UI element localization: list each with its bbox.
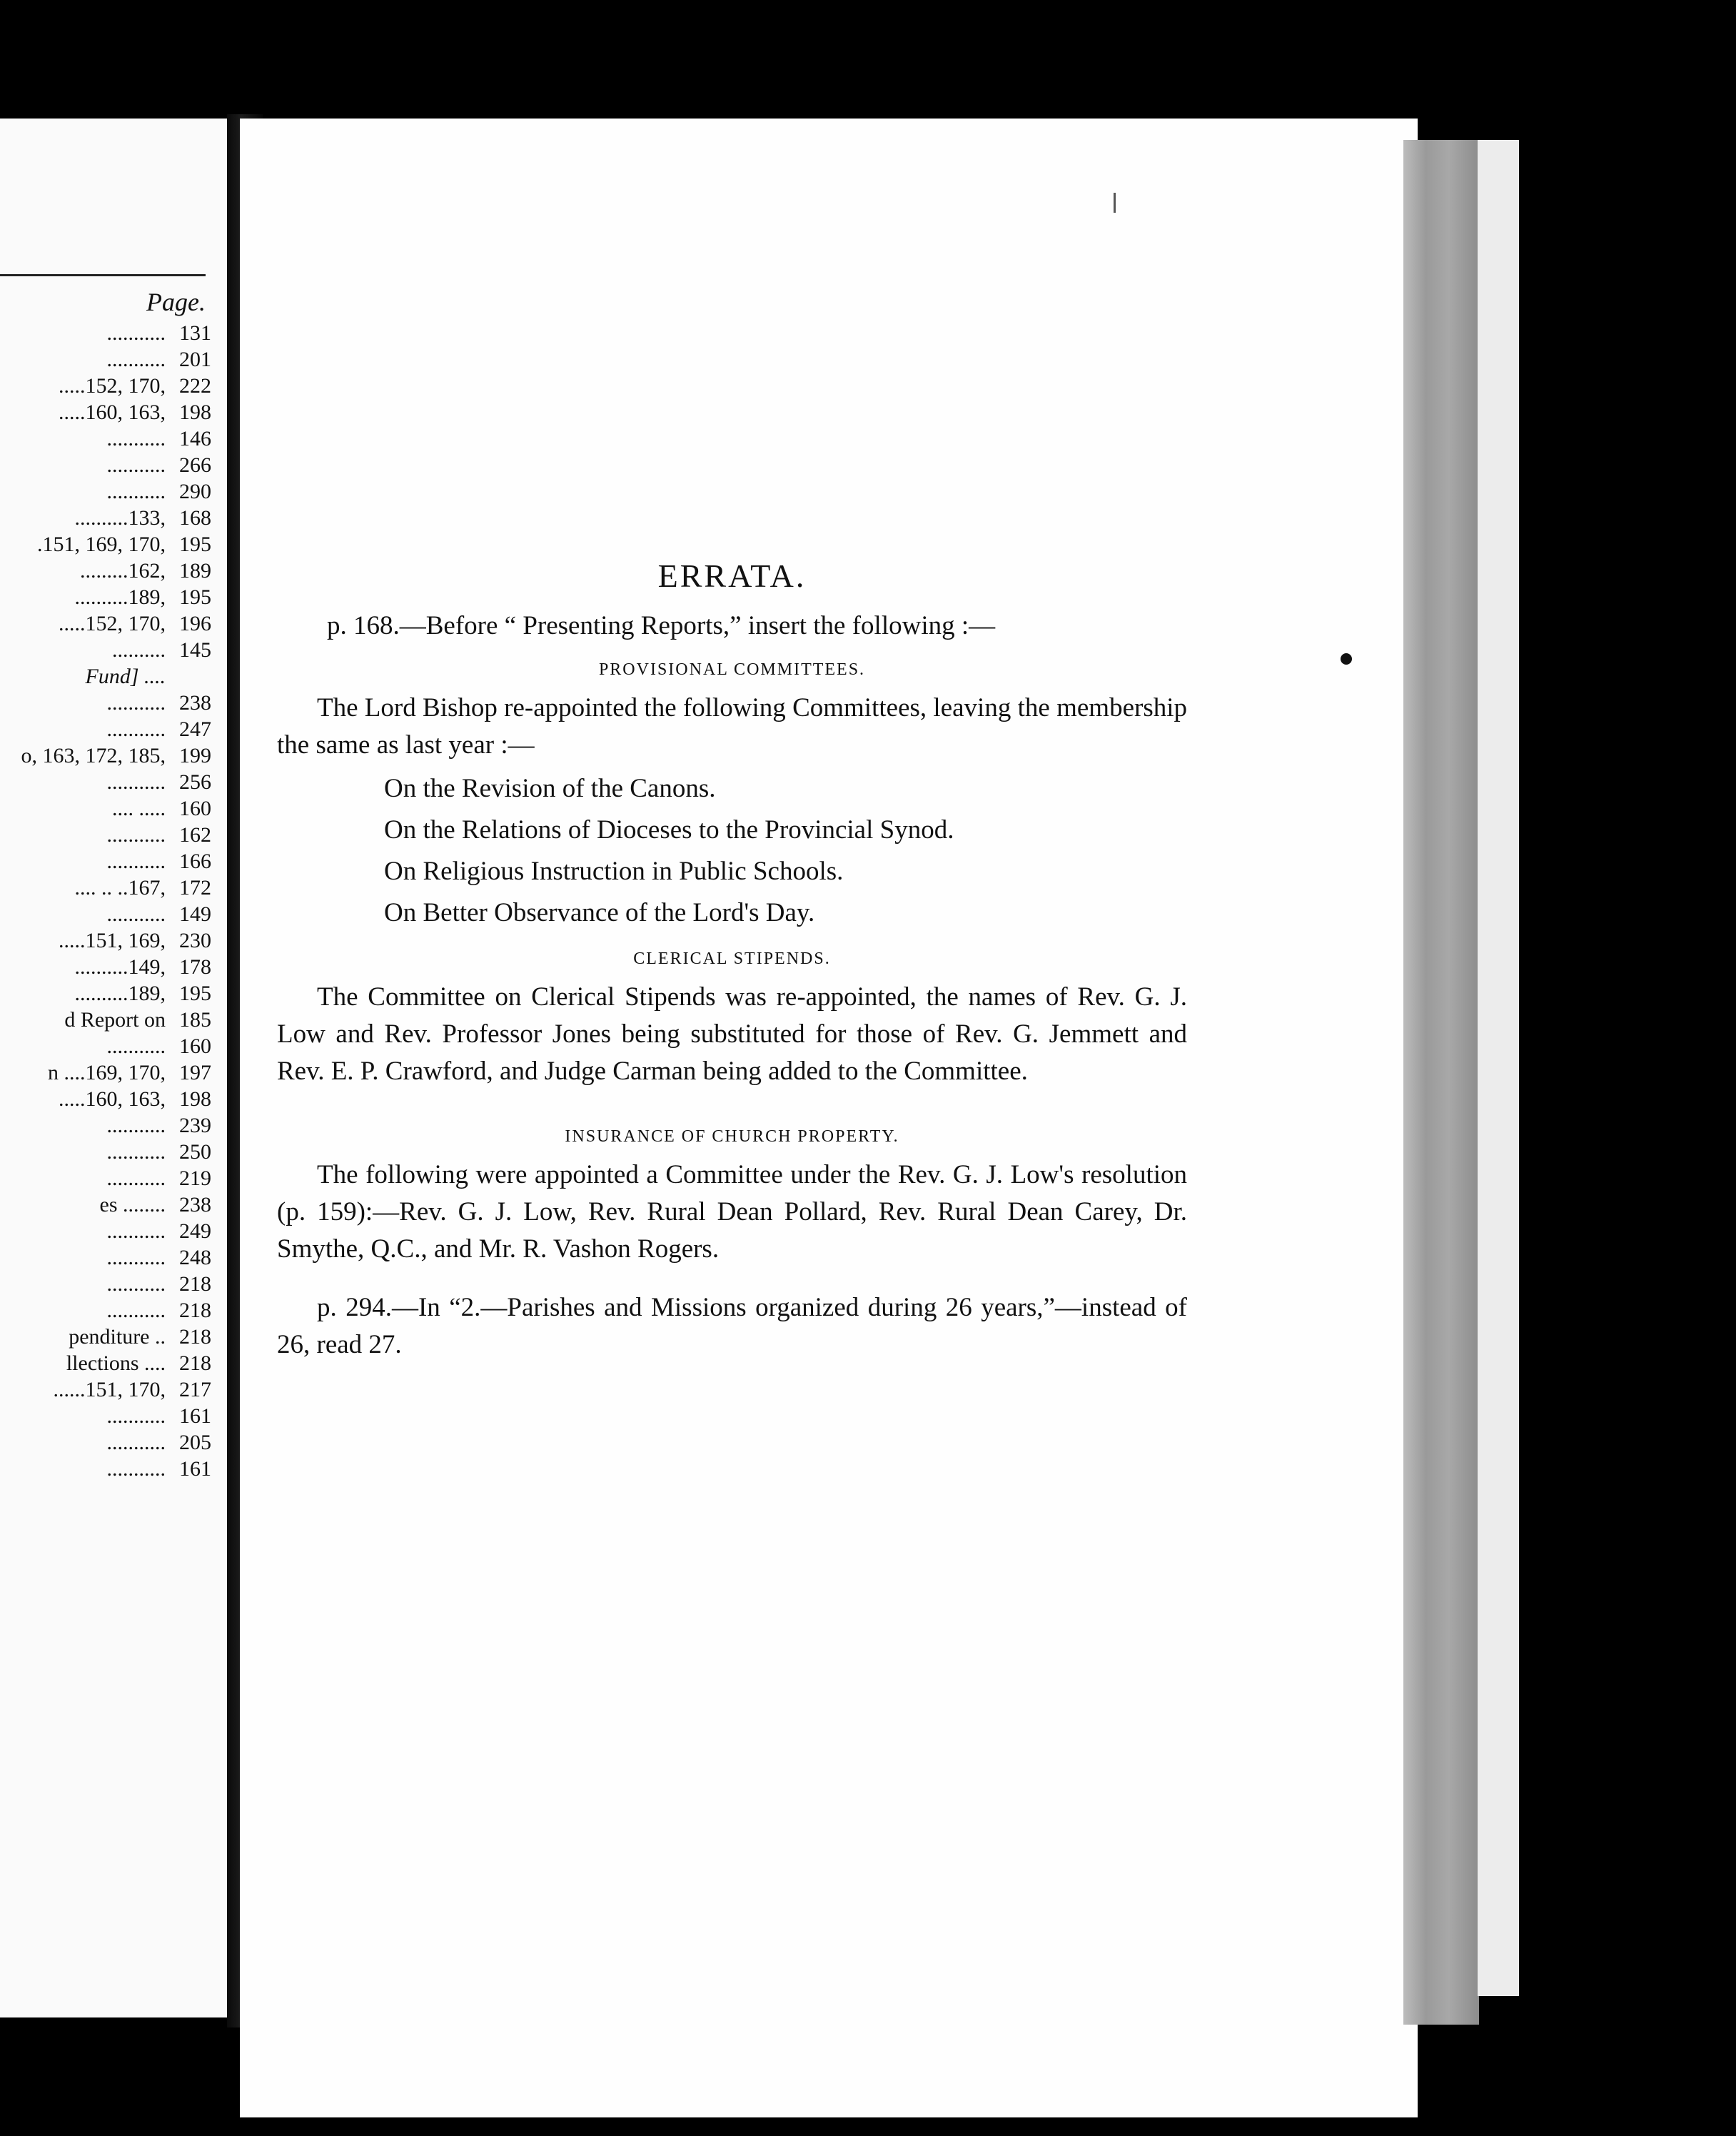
index-entry-page: 149 bbox=[179, 902, 211, 926]
index-entry-text: ........... bbox=[106, 480, 166, 503]
index-entry bbox=[0, 1297, 211, 1324]
index-entry-page: 201 bbox=[179, 348, 211, 371]
index-entry bbox=[0, 610, 211, 637]
index-entry-page: 189 bbox=[179, 559, 211, 583]
index-entry-text: ........... bbox=[106, 348, 166, 371]
index-entry-page: 162 bbox=[179, 823, 211, 847]
page-edges bbox=[1403, 140, 1479, 2025]
errata-body bbox=[277, 557, 1187, 1364]
index-entry-text: ........... bbox=[106, 1219, 166, 1243]
index-entry-page: 249 bbox=[179, 1219, 211, 1243]
list-item: On the Revision of the Canons. bbox=[384, 774, 716, 803]
index-entry bbox=[0, 1192, 211, 1218]
index-entry-page: 160 bbox=[179, 1034, 211, 1058]
index-entry bbox=[0, 1165, 211, 1192]
index-entry bbox=[0, 1324, 211, 1350]
index-entry-page: 196 bbox=[179, 612, 211, 635]
index-entry-page: 161 bbox=[179, 1404, 211, 1428]
index-entry-page: 198 bbox=[179, 400, 211, 424]
index-entry-text: ........... bbox=[106, 1404, 166, 1428]
index-entry bbox=[0, 373, 211, 399]
index-entry-text: ........... bbox=[106, 1299, 166, 1322]
index-entry-page: 161 bbox=[179, 1457, 211, 1481]
index-entry-page: 218 bbox=[179, 1272, 211, 1296]
index-entry-page: 198 bbox=[179, 1087, 211, 1111]
page-edges-light bbox=[1478, 140, 1519, 1996]
index-entry-page: 185 bbox=[179, 1008, 211, 1032]
index-entry-page: 218 bbox=[179, 1351, 211, 1375]
index-entry bbox=[0, 452, 211, 478]
section-text-insurance: The following were appointed a Committee under the Rev. G. J. Low's resolution (p. 159):—Rev. G. J. Low, Rev. Rural Dean Pollard, Rev. Rural Dean Carey, Dr. Smythe, Q.C., and Mr. R. Vashon Rogers. bbox=[277, 1160, 1187, 1264]
section-heading-stipends: CLERICAL STIPENDS. bbox=[633, 949, 831, 968]
index-entry-page: 217 bbox=[179, 1378, 211, 1401]
index-entry-text: ........... bbox=[106, 902, 166, 926]
index-entry bbox=[0, 505, 211, 531]
index-entry-text: ........... bbox=[106, 427, 166, 450]
index-entry-page: 195 bbox=[179, 533, 211, 556]
index-entry-text: ........... bbox=[106, 717, 166, 741]
index-entry-text: ........... bbox=[106, 1457, 166, 1481]
index-entry-text: ..........189, bbox=[74, 585, 166, 609]
header-rule bbox=[0, 274, 206, 276]
index-entry-text: ........... bbox=[106, 321, 166, 345]
index-entry-text: llections .... bbox=[66, 1351, 166, 1375]
section-heading-insurance: INSURANCE OF CHURCH PROPERTY. bbox=[565, 1127, 899, 1146]
index-entry-text: penditure .. bbox=[69, 1325, 166, 1349]
index-entry bbox=[0, 558, 211, 584]
index-entry bbox=[0, 399, 211, 425]
list-item: On the Relations of Dioceses to the Provincial Synod. bbox=[384, 815, 954, 845]
index-entry-page: 250 bbox=[179, 1140, 211, 1164]
index-entry-page: 219 bbox=[179, 1167, 211, 1190]
index-entry-page: 145 bbox=[179, 638, 211, 662]
index-entry-page: 247 bbox=[179, 717, 211, 741]
index-entry-page: 131 bbox=[179, 321, 211, 345]
index-entry bbox=[0, 1086, 211, 1112]
section-heading-provisional: PROVISIONAL COMMITTEES. bbox=[598, 660, 866, 679]
index-entry-page: 222 bbox=[179, 374, 211, 398]
index-entry-text: ........... bbox=[106, 770, 166, 794]
index-entry bbox=[0, 478, 211, 505]
index-entry-page: 230 bbox=[179, 929, 211, 952]
index-entry-text: .151, 169, 170, bbox=[37, 533, 166, 556]
index-entry-text: ........... bbox=[106, 691, 166, 715]
errata-footnote: p. 294.—In “2.—Parishes and Missions organized during 26 years,”—instead of 26, read 27. bbox=[277, 1293, 1187, 1359]
ink-dot bbox=[1341, 653, 1352, 665]
index-entry-page: 199 bbox=[179, 744, 211, 767]
index-entry-text: .... ..... bbox=[112, 797, 166, 820]
index-entry-text: n ....169, 170, bbox=[48, 1061, 166, 1084]
index-entry bbox=[0, 742, 211, 769]
print-mark bbox=[1114, 193, 1116, 213]
index-entry-page: 172 bbox=[179, 876, 211, 900]
errata-intro: p. 168.—Before “ Presenting Reports,” insert the following :— bbox=[327, 611, 996, 640]
index-entry-text: ........... bbox=[106, 453, 166, 477]
index-entry bbox=[0, 1271, 211, 1297]
index-entry-text: .....160, 163, bbox=[59, 400, 166, 424]
index-entry-page: 238 bbox=[179, 1193, 211, 1216]
index-entry-text: .... .. ..167, bbox=[74, 876, 166, 900]
index-entry-page: 178 bbox=[179, 955, 211, 979]
page-column-header: Page. bbox=[146, 288, 206, 316]
index-entry bbox=[0, 531, 211, 558]
index-entry bbox=[0, 663, 211, 690]
index-entry bbox=[0, 1139, 211, 1165]
index-entry-page: 218 bbox=[179, 1299, 211, 1322]
index-entry-page: 166 bbox=[179, 850, 211, 873]
index-entry bbox=[0, 716, 211, 742]
index-entry bbox=[0, 1112, 211, 1139]
index-entry-text: d Report on bbox=[64, 1008, 166, 1032]
index-entry bbox=[0, 848, 211, 875]
index-entry bbox=[0, 320, 211, 346]
index-entry bbox=[0, 1218, 211, 1244]
index-entry-text: .....152, 170, bbox=[59, 612, 166, 635]
index-entry-text: .....152, 170, bbox=[59, 374, 166, 398]
list-item: On Better Observance of the Lord's Day. bbox=[384, 898, 815, 927]
index-entry bbox=[0, 425, 211, 452]
index-entry bbox=[0, 875, 211, 901]
index-entry bbox=[0, 927, 211, 954]
index-entry bbox=[0, 690, 211, 716]
index-entry-text: ..........149, bbox=[74, 955, 166, 979]
index-entry-text: ........... bbox=[106, 1272, 166, 1296]
section-text-stipends: The Committee on Clerical Stipends was re-appointed, the names of Rev. G. J. Low and Rev. Professor Jones being substituted for those of Rev. G. Jemmett and Rev. E. P. Crawford, and Judge Carman being added to the Committee. bbox=[277, 982, 1187, 1086]
index-entry-page: 238 bbox=[179, 691, 211, 715]
index-entry bbox=[0, 901, 211, 927]
index-entry bbox=[0, 1429, 211, 1456]
index-list bbox=[0, 320, 211, 1482]
index-entry-text: .....160, 163, bbox=[59, 1087, 166, 1111]
index-entry bbox=[0, 1376, 211, 1403]
index-entry-text: ........... bbox=[106, 1167, 166, 1190]
index-entry-text: .........162, bbox=[80, 559, 166, 583]
index-entry bbox=[0, 1403, 211, 1429]
index-entry-page: 168 bbox=[179, 506, 211, 530]
committee-list bbox=[277, 768, 1187, 934]
index-entry bbox=[0, 822, 211, 848]
list-item: On Religious Instruction in Public Schools. bbox=[384, 857, 844, 886]
index-entry-page: 195 bbox=[179, 585, 211, 609]
index-entry-text: ..........189, bbox=[74, 982, 166, 1005]
index-entry-text: ........... bbox=[106, 1246, 166, 1269]
index-entry-text: ........... bbox=[106, 1114, 166, 1137]
index-entry bbox=[0, 1456, 211, 1482]
index-entry-page: 197 bbox=[179, 1061, 211, 1084]
index-entry-text: Fund] .... bbox=[85, 665, 166, 688]
index-entry bbox=[0, 769, 211, 795]
index-entry-text: ........... bbox=[106, 850, 166, 873]
index-entry-text: ........... bbox=[106, 1431, 166, 1454]
index-entry-page: 266 bbox=[179, 453, 211, 477]
index-entry-page: 290 bbox=[179, 480, 211, 503]
index-entry-text: .....151, 169, bbox=[59, 929, 166, 952]
index-entry-text: ......151, 170, bbox=[53, 1378, 166, 1401]
index-entry-page: 146 bbox=[179, 427, 211, 450]
index-entry bbox=[0, 954, 211, 980]
index-entry-text: es ........ bbox=[99, 1193, 166, 1216]
index-entry-page: 248 bbox=[179, 1246, 211, 1269]
index-entry-page: 205 bbox=[179, 1431, 211, 1454]
index-entry-page: 218 bbox=[179, 1325, 211, 1349]
section-text-provisional: The Lord Bishop re-appointed the following Committees, leaving the membership the same as last year :— bbox=[277, 693, 1187, 760]
index-entry-text: ........... bbox=[106, 823, 166, 847]
index-entry bbox=[0, 584, 211, 610]
index-entry-text: o, 163, 172, 185, bbox=[21, 744, 166, 767]
index-entry-page: 160 bbox=[179, 797, 211, 820]
index-entry-text: ........... bbox=[106, 1034, 166, 1058]
index-entry bbox=[0, 346, 211, 373]
index-entry-text: ........... bbox=[106, 1140, 166, 1164]
index-entry-page: 256 bbox=[179, 770, 211, 794]
index-entry-text: .......... bbox=[112, 638, 166, 662]
left-index-page bbox=[0, 119, 227, 2017]
index-entry bbox=[0, 1244, 211, 1271]
index-entry-text: ..........133, bbox=[74, 506, 166, 530]
errata-title: ERRATA. bbox=[657, 558, 807, 594]
index-entry-page: 239 bbox=[179, 1114, 211, 1137]
index-entry-page: 195 bbox=[179, 982, 211, 1005]
index-entry bbox=[0, 1059, 211, 1086]
index-entry bbox=[0, 1007, 211, 1033]
index-entry bbox=[0, 637, 211, 663]
index-entry bbox=[0, 1033, 211, 1059]
index-entry bbox=[0, 1350, 211, 1376]
index-entry bbox=[0, 795, 211, 822]
index-entry bbox=[0, 980, 211, 1007]
